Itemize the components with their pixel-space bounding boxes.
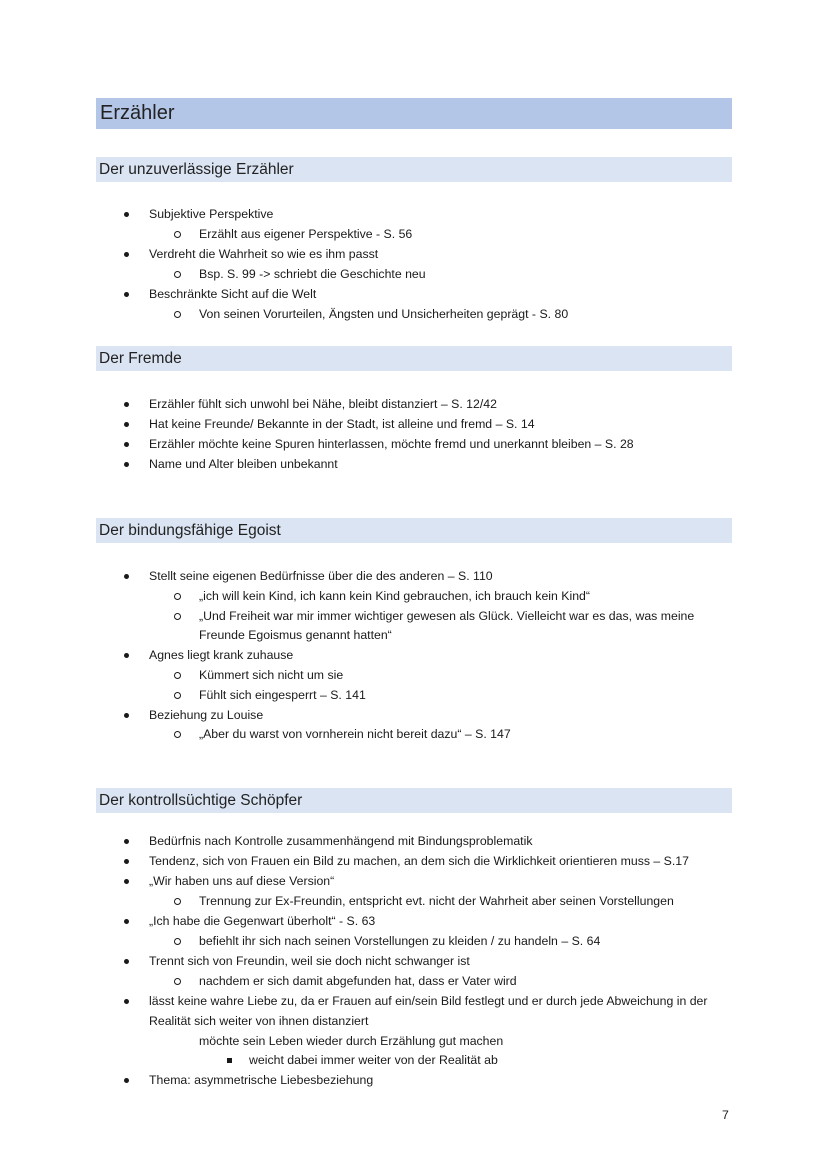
- list-item: Beschränkte Sicht auf die Welt: [149, 287, 317, 301]
- list-subitem: Bsp. S. 99 -> schriebt die Geschichte neu: [199, 267, 426, 281]
- page-title: Erzähler: [96, 98, 732, 129]
- list-subitem: „Und Freiheit war mir immer wichtiger gewesen als Glück. Vielleicht war es das, was meine: [199, 609, 695, 623]
- list-item: „Wir haben uns auf diese Version“: [149, 874, 335, 888]
- list-item: lässt keine wahre Liebe zu, da er Frauen auf ein/sein Bild festlegt und er durch jede Abweichung in der: [149, 994, 708, 1008]
- list-subitem: Kümmert sich nicht um sie: [199, 668, 344, 682]
- list-subitem: Fühlt sich eingesperrt – S. 141: [199, 688, 366, 702]
- section-heading-creator: Der kontrollsüchtige Schöpfer: [96, 788, 732, 813]
- list-subitem: Erzählt aus eigener Perspektive - S. 56: [199, 227, 413, 241]
- list-item: Trennt sich von Freundin, weil sie doch nicht schwanger ist: [149, 954, 470, 968]
- list-item: „Ich habe die Gegenwart überholt“ - S. 63: [149, 914, 376, 928]
- list-subitem: „ich will kein Kind, ich kann kein Kind gebrauchen, ich brauch kein Kind“: [199, 589, 590, 603]
- list-item: Hat keine Freunde/ Bekannte in der Stadt, ist alleine und fremd – S. 14: [149, 417, 535, 431]
- list-item: Stellt seine eigenen Bedürfnisse über die des anderen – S. 110: [149, 569, 493, 583]
- list-subitem: befiehlt ihr sich nach seinen Vorstellungen zu kleiden / zu handeln – S. 64: [199, 934, 601, 948]
- list-item: Tendenz, sich von Frauen ein Bild zu machen, an dem sich die Wirklichkeit orientieren muss – S.17: [149, 854, 689, 868]
- list-subitem: nachdem er sich damit abgefunden hat, dass er Vater wird: [199, 974, 517, 988]
- list-item: Bedürfnis nach Kontrolle zusammenhängend mit Bindungsproblematik: [149, 834, 533, 848]
- section-heading-egoist: Der bindungsfähige Egoist: [96, 518, 732, 543]
- list-item: Agnes liegt krank zuhause: [149, 648, 294, 662]
- list-subitem: Von seinen Vorurteilen, Ängsten und Unsicherheiten geprägt - S. 80: [199, 307, 569, 321]
- list-item: Erzähler fühlt sich unwohl bei Nähe, bleibt distanziert – S. 12/42: [149, 397, 497, 411]
- list-subitem: Trennung zur Ex-Freundin, entspricht evt. nicht der Wahrheit aber seinen Vorstellungen: [199, 894, 674, 908]
- section-heading-unreliable-narrator: Der unzuverlässige Erzähler: [96, 157, 732, 182]
- list-item: Name und Alter bleiben unbekannt: [149, 457, 338, 471]
- list-item: Subjektive Perspektive: [149, 207, 274, 221]
- list-item: Thema: asymmetrische Liebesbeziehung: [149, 1073, 374, 1087]
- list-item: Beziehung zu Louise: [149, 708, 264, 722]
- list-subitem: „Aber du warst von vornherein nicht bereit dazu“ – S. 147: [199, 727, 511, 741]
- list-item-continuation: Realität sich weiter von ihnen distanziert: [149, 1014, 369, 1028]
- list-subitem-plain: möchte sein Leben wieder durch Erzählung gut machen: [199, 1034, 504, 1048]
- page-number: 7: [722, 1108, 729, 1122]
- list-item: Verdreht die Wahrheit so wie es ihm passt: [149, 247, 379, 261]
- list-subsubitem: weicht dabei immer weiter von der Realität ab: [249, 1053, 498, 1067]
- list-item: Erzähler möchte keine Spuren hinterlassen, möchte fremd und unerkannt bleiben – S. 28: [149, 437, 634, 451]
- section-heading-stranger: Der Fremde: [96, 346, 732, 371]
- list-subitem-continuation: Freunde Egoismus genannt hatten“: [199, 628, 392, 642]
